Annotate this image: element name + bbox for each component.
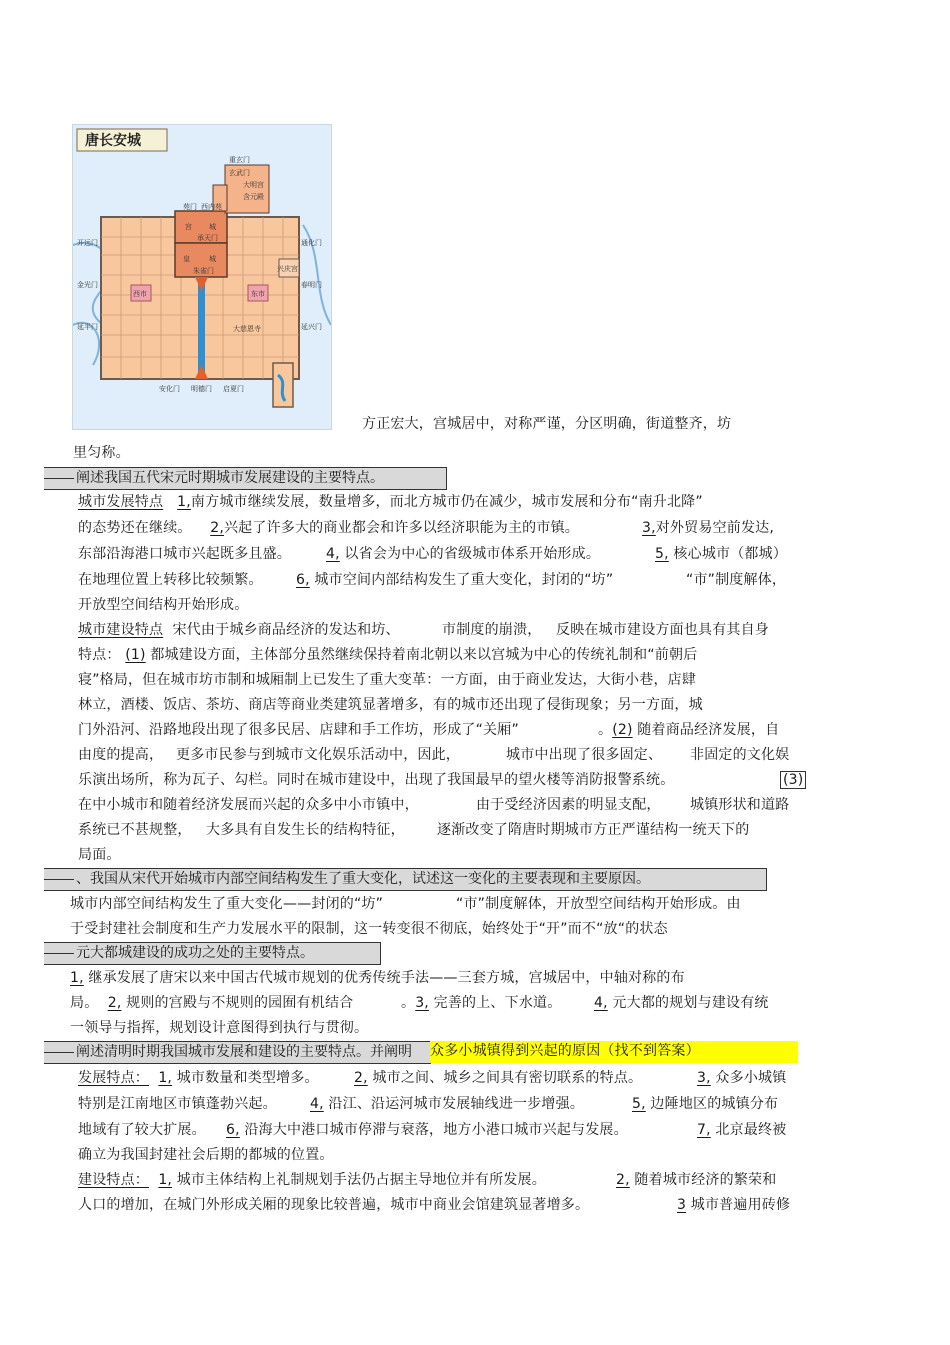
q3-line-2b <box>401 993 561 1013</box>
label-huang: 皇 <box>183 255 190 263</box>
question-4-lead <box>44 1052 74 1053</box>
q1-line-4c: “市”制度解体， <box>686 572 787 588</box>
q1-con-label: 城市建设特点 <box>78 622 164 638</box>
question-3-lead <box>44 953 74 954</box>
label-yanping: 延平门 <box>77 323 98 331</box>
q1-line-3 <box>78 544 291 564</box>
q1-line-2 <box>78 518 579 538</box>
q1-con-line-6: 由度的提高， <box>78 747 164 763</box>
q4-text: 边陲地区的城镇分布 <box>650 1096 779 1112</box>
q2-line-1b: “市”制度解体，开放型空间结构开始形成。由 <box>456 896 741 912</box>
question-2-lead <box>44 879 74 880</box>
q3-text: 。 <box>401 995 416 1011</box>
q1-text: 随着商品经济发展，自 <box>637 722 780 738</box>
label-yuanmen: 苑门 <box>183 203 197 211</box>
q4-dev-label: 发展特点： <box>78 1070 149 1086</box>
q1-con-line-9b: 大多具有自发生长的结构特征， <box>206 822 405 838</box>
q4-dev-num-4: 4, <box>310 1096 324 1112</box>
q2-line-2: 于受封建社会制度和生产力发展水平的限制，这一转变很不彻底，始终处于“开”而不“放“的状态 <box>70 921 668 937</box>
q1-num-3: 3, <box>642 520 656 536</box>
q4-dev-num-1: 1, <box>158 1070 173 1086</box>
q1-text: 特点： <box>78 647 121 663</box>
q3-line-2 <box>70 993 353 1013</box>
q1-con-line-7: 乐演出场所，称为瓦子、勾栏。同时在城市建设中，出现了我国最早的望火楼等消防报警系统。 <box>78 772 675 788</box>
q1-con-line-2 <box>78 645 697 665</box>
q1-con-line-1 <box>78 620 400 640</box>
q1-con-line-10: 局面。 <box>78 847 121 863</box>
label-anhua: 安化门 <box>159 385 180 393</box>
label-yanxing: 延兴门 <box>301 323 322 331</box>
q1-dev-label: 城市发展特点 <box>78 494 164 510</box>
q4-dev-num-3: 3, <box>697 1070 711 1086</box>
question-2-title: 、我国从宋代开始城市内部空间结构发生了重大变化，试述这一变化的主要表现和主要原因。 <box>76 871 650 887</box>
q4-text: 北京最终被 <box>715 1122 787 1138</box>
q1-num-4: 4, <box>326 546 340 562</box>
question-1-lead <box>44 478 74 479</box>
label-qixia: 启夏门 <box>223 385 244 393</box>
q4-text: 沿江、沿运河城市发展轴线进一步增强。 <box>328 1096 585 1112</box>
q1-text: 核心城市（都城） <box>673 546 788 562</box>
label-mingde: 明德门 <box>191 385 212 393</box>
q1-text: 的态势还在继续。 <box>78 520 192 536</box>
q1-con-line-8: 在中小城市和随着经济发展而兴起的众多中小市镇中， <box>78 797 419 813</box>
q4-dev-line-1b <box>354 1068 642 1088</box>
question-4-title: 阐述清明时期我国城市发展和建设的主要特点。并阐明 <box>76 1044 412 1060</box>
question-3-bar <box>44 942 381 965</box>
q4-con-line-1 <box>78 1170 546 1190</box>
label-dongshi: 东市 <box>251 290 265 298</box>
q1-con-num-3-text: (3) <box>780 771 806 789</box>
intro-line-1: 方正宏大，宫城居中，对称严谨，分区明确，街道整齐，坊 <box>362 416 732 432</box>
q1-text: 对外贸易空前发达, <box>655 520 775 536</box>
q1-text: 都城建设方面，主体部分虽然继续保持着南北朝以来以宫城为中心的传统礼制和“前朝后 <box>150 647 698 663</box>
q1-con-line-3: 寝”格局，但在城市坊市制和城厢制上已发生了重大变革：一方面，由于商业发达，大街小巷，店肆 <box>78 672 697 688</box>
q1-con-num-1: (1) <box>125 647 146 663</box>
q1-num-5: 5, <box>655 546 669 562</box>
q4-dev-line-3c <box>697 1120 786 1140</box>
q4-dev-num-2: 2, <box>354 1070 368 1086</box>
q1-text: 东部沿海港口城市兴起既多且盛。 <box>78 546 291 562</box>
q4-dev-line-3: 地域有了较大扩展。 <box>78 1122 206 1138</box>
q4-dev-num-7: 7, <box>697 1122 711 1138</box>
q4-text: 城市之间、城乡之间具有密切联系的特点。 <box>372 1070 643 1086</box>
label-daming: 大明宫 <box>243 181 264 189</box>
q4-text: 随着城市经济的繁荣和 <box>634 1172 777 1188</box>
question-1-title: 阐述我国五代宋元时期城市发展建设的主要特点。 <box>76 470 384 486</box>
q1-num-1: 1, <box>177 494 191 510</box>
q1-text: 宋代由于城乡商品经济的发达和坊、 <box>172 622 400 638</box>
question-2-bar <box>44 868 767 891</box>
q3-num-2: 2, <box>107 995 122 1011</box>
label-xingqing: 兴庆宫 <box>277 265 298 273</box>
label-xinei: 西内苑 <box>201 203 222 211</box>
q1-num-2: 2, <box>210 520 224 536</box>
label-chengzi: 城 <box>209 223 216 231</box>
q1-text: 兴起了许多大的商业都会和许多以经济职能为主的市镇。 <box>223 520 579 536</box>
question-4-highlight: 众多小城镇得到兴起的原因（找不到答案） <box>430 1041 798 1063</box>
q2-line-1: 城市内部空间结构发生了重大变化——封闭的“坊” <box>70 896 384 912</box>
q4-dev-line-2c <box>632 1094 778 1114</box>
label-gongcheng: 宫 <box>185 223 192 231</box>
label-huangcheng: 城 <box>209 255 216 263</box>
q1-con-line-6d: 非固定的文化娱 <box>690 747 790 763</box>
label-tonghua: 通化门 <box>301 239 322 247</box>
question-3-title: 元大都城建设的成功之处的主要特点。 <box>76 945 314 961</box>
q3-line-3: 一领导与指挥，规划设计意图得到执行与贯彻。 <box>70 1020 369 1036</box>
map-tang-changan <box>72 124 332 430</box>
q4-dev-line-1 <box>78 1068 319 1088</box>
q1-con-line-1c: 反映在城市建设方面也具有其自身 <box>556 622 769 638</box>
q1-line-5: 开放型空间结构开始形成。 <box>78 597 249 613</box>
q1-con-line-9c: 逐渐改变了隋唐时期城市方正严谨结构一统天下的 <box>437 822 750 838</box>
q1-text: 南方城市继续发展，数量增多，而北方城市仍在减少，城市发展和分布“南升北降” <box>190 494 703 510</box>
q4-dev-line-1c <box>697 1068 786 1088</box>
q1-con-line-4: 林立，酒楼、饭店、茶坊、商店等商业类建筑显著增多，有的城市还出现了侵街现象；另一方面，城 <box>78 697 703 713</box>
q3-num-4: 4, <box>594 995 608 1011</box>
q1-num-6: 6, <box>296 572 310 588</box>
q1-con-num-3 <box>780 770 806 790</box>
q4-con-label: 建设特点： <box>78 1172 149 1188</box>
question-4-bar <box>44 1041 431 1064</box>
map-title: 唐长安城 <box>85 133 141 149</box>
q1-con-line-6c: 城市中出现了很多固定、 <box>506 747 663 763</box>
q3-line-1 <box>70 968 685 988</box>
q1-con-line-8c: 城镇形状和道路 <box>690 797 790 813</box>
q1-line-3b <box>326 544 600 564</box>
q4-text: 众多小城镇 <box>715 1070 787 1086</box>
q1-line-3c <box>655 544 787 564</box>
q1-con-line-1b: 市制度的崩溃， <box>442 622 542 638</box>
label-chengtian: 承天门 <box>197 234 218 242</box>
q4-con-num-3: 3 <box>677 1197 687 1213</box>
q3-text: 元大都的规划与建设有统 <box>612 995 769 1011</box>
label-hanyuan: 含元殿 <box>243 193 264 201</box>
label-zhuque: 朱雀门 <box>193 267 214 275</box>
q4-con-line-2b <box>677 1195 790 1215</box>
q4-dev-num-5: 5, <box>632 1096 646 1112</box>
q4-text: 城市主体结构上礼制规划手法仍占据主导地位并有所发展。 <box>176 1172 546 1188</box>
q4-dev-line-3b <box>226 1120 628 1140</box>
q1-text: 城市空间内部结构发生了重大变化，封闭的“坊” <box>314 572 614 588</box>
label-xishi: 西市 <box>133 290 147 298</box>
label-xuanwu: 玄武门 <box>229 169 250 177</box>
label-ciensi: 大慈恩寺 <box>233 325 261 333</box>
q3-text: 继承发展了唐宋以来中国古代城市规划的优秀传统手法——三套方城，宫城居中，中轴对称的布 <box>88 970 685 986</box>
label-chunming: 春明门 <box>301 281 322 289</box>
q4-dev-line-2b <box>310 1094 584 1114</box>
q4-con-line-1b <box>616 1170 776 1190</box>
q1-con-line-6b: 更多市民参与到城市文化娱乐活动中，因此， <box>176 747 460 763</box>
q4-dev-num-6: 6, <box>226 1122 240 1138</box>
q4-con-line-2: 人口的增加，在城门外形成关厢的现象比较普遍，城市中商业会馆建筑显著增多。 <box>78 1197 590 1213</box>
q1-con-line-5: 门外沿河、沿路地段出现了很多民居、店肆和手工作坊，形成了“关厢” <box>78 722 519 738</box>
q1-con-line-9: 系统已不甚规整， <box>78 822 192 838</box>
q3-text: 完善的上、下水道。 <box>433 995 562 1011</box>
q3-line-2c <box>594 993 769 1013</box>
q3-text: 局。 <box>70 995 99 1011</box>
q4-dev-line-4: 确立为我国封建社会后期的都城的位置。 <box>78 1147 334 1163</box>
question-1-bar <box>44 467 447 490</box>
q1-line-2b <box>642 518 774 538</box>
label-chongxuan: 重玄门 <box>229 156 250 164</box>
q1-con-line-5b <box>598 720 779 740</box>
label-jinguang: 金光门 <box>77 281 98 289</box>
q1-line-1 <box>78 492 703 512</box>
q4-dev-line-2: 特别是江南地区市镇蓬勃兴起。 <box>78 1096 277 1112</box>
intro-line-2: 里匀称。 <box>73 445 130 461</box>
q4-con-num-2: 2, <box>616 1172 630 1188</box>
q3-text: 规则的宫殿与不规则的园囿有机结合 <box>126 995 354 1011</box>
q3-num-3: 3, <box>415 995 429 1011</box>
q3-num-1: 1, <box>70 970 84 986</box>
q4-con-num-1: 1, <box>158 1172 173 1188</box>
q1-line-4 <box>78 570 263 590</box>
q1-con-num-2: (2) <box>612 722 633 738</box>
q1-line-4b <box>296 570 613 590</box>
q1-con-line-8b: 由于受经济因素的明显支配， <box>476 797 661 813</box>
q4-text: 城市数量和类型增多。 <box>176 1070 319 1086</box>
q4-text: 沿海大中港口城市停滞与衰落，地方小港口城市兴起与发展。 <box>244 1122 628 1138</box>
q1-text: 在地理位置上转移比较频繁。 <box>78 572 263 588</box>
q1-text: 以省会为中心的省级城市体系开始形成。 <box>344 546 601 562</box>
q1-text: 。 <box>598 722 613 738</box>
q4-text: 城市普遍用砖修 <box>690 1197 791 1213</box>
label-kaiyuan: 开远门 <box>77 239 98 247</box>
